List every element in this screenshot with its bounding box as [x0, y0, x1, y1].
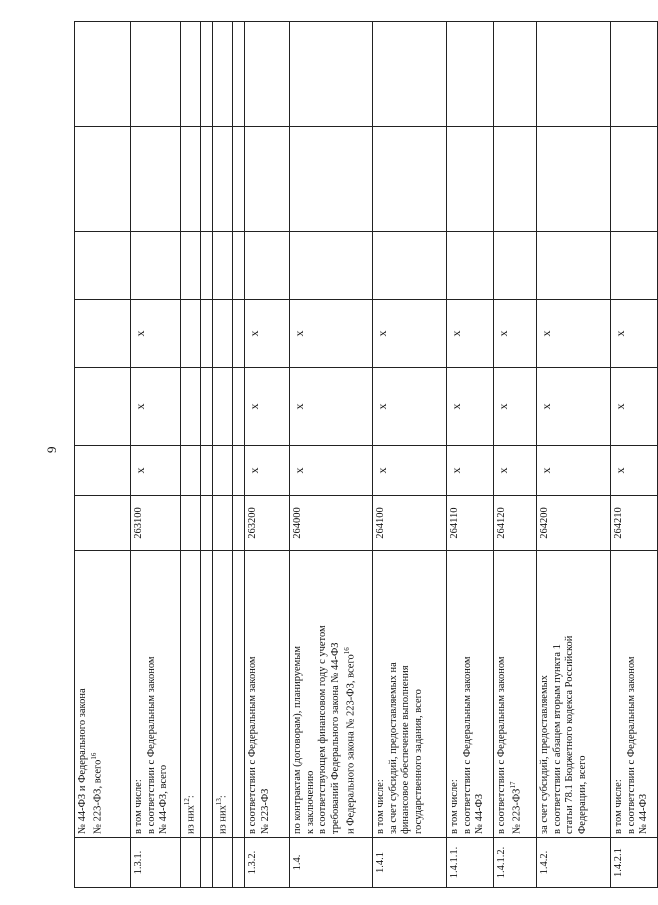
- value-cell: [233, 446, 245, 496]
- value-cell: [290, 127, 373, 232]
- value-cell: [537, 232, 611, 300]
- value-cell: [611, 232, 658, 300]
- value-cell: [201, 232, 213, 300]
- table-row: [131, 22, 181, 888]
- value-cell: [447, 22, 494, 127]
- footnote-ref: 16: [89, 752, 98, 760]
- row-name: в том числе: в соответствии с Федеральным законом № 44-ФЗ: [447, 551, 494, 838]
- row-code: 264210: [611, 496, 658, 551]
- value-cell: [233, 22, 245, 127]
- row-number: 1.4.1.1.: [447, 838, 494, 888]
- value-cell: [373, 127, 447, 232]
- value-cell: х: [537, 300, 611, 368]
- page-number: 9: [44, 446, 59, 453]
- value-cell: [201, 22, 213, 127]
- value-cell: [233, 300, 245, 368]
- value-cell: х: [290, 446, 373, 496]
- value-cell: [213, 368, 233, 446]
- value-cell: х: [611, 368, 658, 446]
- value-cell: [201, 368, 213, 446]
- value-cell: [131, 22, 181, 127]
- table-row: [290, 22, 373, 888]
- value-cell: х: [494, 300, 537, 368]
- row-code: 264100: [373, 496, 447, 551]
- table-row: [201, 22, 213, 888]
- financial-table: [74, 21, 658, 888]
- value-cell: [233, 368, 245, 446]
- row-name: в соответствии с Федеральным законом № 223-ФЗ: [245, 551, 290, 838]
- footnote-ref: 16: [342, 647, 351, 655]
- value-cell: х: [131, 368, 181, 446]
- value-cell: [245, 232, 290, 300]
- row-name: № 44-ФЗ и Федерального закона № 223-ФЗ, всего$^{16}$: [75, 551, 131, 838]
- value-cell: [611, 22, 658, 127]
- value-cell: [181, 446, 201, 496]
- value-cell: [494, 232, 537, 300]
- row-number: [201, 838, 213, 888]
- value-cell: [201, 300, 213, 368]
- value-cell: [373, 232, 447, 300]
- row-name: в том числе: за счет субсидий, предоставляемых на финансовое обеспечение выполнения государственного задания, всего: [373, 551, 447, 838]
- value-cell: [494, 127, 537, 232]
- value-cell: [75, 22, 131, 127]
- value-cell: [201, 446, 213, 496]
- table-row: [611, 22, 658, 888]
- row-number: 1.3.1.: [131, 838, 181, 888]
- value-cell: х: [131, 446, 181, 496]
- value-cell: х: [245, 368, 290, 446]
- value-cell: [213, 127, 233, 232]
- row-name: в том числе: в соответствии с Федеральным законом № 44-ФЗ: [611, 551, 658, 838]
- value-cell: [131, 232, 181, 300]
- value-cell: [75, 232, 131, 300]
- footnote-ref: 17: [508, 781, 517, 789]
- value-cell: [290, 22, 373, 127]
- row-number: [233, 838, 245, 888]
- value-cell: х: [373, 300, 447, 368]
- table-row: [75, 22, 131, 888]
- row-number: 1.4.: [290, 838, 373, 888]
- table-row: [181, 22, 201, 888]
- footnote-ref: 13: [215, 798, 224, 806]
- value-cell: [131, 127, 181, 232]
- value-cell: [75, 368, 131, 446]
- value-cell: [494, 22, 537, 127]
- value-cell: х: [245, 446, 290, 496]
- row-code: 264000: [290, 496, 373, 551]
- row-code: [213, 496, 233, 551]
- row-number: 1.4.1: [373, 838, 447, 888]
- value-cell: [245, 127, 290, 232]
- value-cell: [181, 300, 201, 368]
- row-code: 264110: [447, 496, 494, 551]
- value-cell: [611, 127, 658, 232]
- value-cell: х: [373, 446, 447, 496]
- table-row: [213, 22, 233, 888]
- value-cell: [181, 22, 201, 127]
- value-cell: [245, 22, 290, 127]
- row-number: [213, 838, 233, 888]
- row-number: 1.4.2.: [537, 838, 611, 888]
- footnote-ref: 12: [183, 798, 191, 806]
- value-cell: х: [494, 368, 537, 446]
- value-cell: х: [131, 300, 181, 368]
- value-cell: х: [447, 368, 494, 446]
- row-number: 1.4.2.1: [611, 838, 658, 888]
- row-code: [233, 496, 245, 551]
- table-row: [373, 22, 447, 888]
- value-cell: [447, 232, 494, 300]
- value-cell: [75, 446, 131, 496]
- value-cell: х: [611, 446, 658, 496]
- row-name: из них$^{12}$:: [181, 551, 201, 838]
- value-cell: [201, 127, 213, 232]
- value-cell: х: [611, 300, 658, 368]
- table-row: [494, 22, 537, 888]
- table-body: [75, 22, 658, 888]
- value-cell: [213, 22, 233, 127]
- row-name: [201, 551, 213, 838]
- table-row: [447, 22, 494, 888]
- row-name: в том числе: в соответствии с Федеральным законом № 44-ФЗ, всего: [131, 551, 181, 838]
- value-cell: х: [245, 300, 290, 368]
- value-cell: х: [537, 368, 611, 446]
- value-cell: х: [494, 446, 537, 496]
- row-code: [75, 496, 131, 551]
- value-cell: [75, 300, 131, 368]
- value-cell: [181, 232, 201, 300]
- value-cell: х: [290, 368, 373, 446]
- row-code: 264200: [537, 496, 611, 551]
- row-code: [181, 496, 201, 551]
- row-name: за счет субсидий, предоставляемых в соответствии с абзацем вторым пункта 1 статьи 78.1 Бюджетного кодекса Российской Федерации, всего: [537, 551, 611, 838]
- value-cell: [213, 300, 233, 368]
- row-code: 263100: [131, 496, 181, 551]
- value-cell: х: [290, 300, 373, 368]
- value-cell: [213, 232, 233, 300]
- value-cell: [447, 127, 494, 232]
- value-cell: [290, 232, 373, 300]
- value-cell: [233, 232, 245, 300]
- value-cell: х: [537, 446, 611, 496]
- value-cell: [537, 22, 611, 127]
- row-name: из них$^{13}$:: [213, 551, 233, 838]
- value-cell: [181, 127, 201, 232]
- value-cell: [373, 22, 447, 127]
- row-number: 1.3.2.: [245, 838, 290, 888]
- value-cell: х: [373, 368, 447, 446]
- value-cell: [213, 446, 233, 496]
- row-name: в соответствии с Федеральным законом № 223-ФЗ$^{17}$: [494, 551, 537, 838]
- row-name: по контрактам (договорам), планируемым к заключению в соответствующем финансовом году с учетом требований Федерального закона № 44-ФЗ и Федерального закона № 223-ФЗ, всего$^{16}$: [290, 551, 373, 838]
- row-name: [233, 551, 245, 838]
- row-number: [75, 838, 131, 888]
- table-row: [537, 22, 611, 888]
- table-row: [233, 22, 245, 888]
- value-cell: [233, 127, 245, 232]
- value-cell: [75, 127, 131, 232]
- value-cell: [181, 368, 201, 446]
- row-number: [181, 838, 201, 888]
- row-number: 1.4.1.2.: [494, 838, 537, 888]
- value-cell: [537, 127, 611, 232]
- row-code: 263200: [245, 496, 290, 551]
- row-code: [201, 496, 213, 551]
- table-row: [245, 22, 290, 888]
- row-code: 264120: [494, 496, 537, 551]
- value-cell: х: [447, 300, 494, 368]
- value-cell: х: [447, 446, 494, 496]
